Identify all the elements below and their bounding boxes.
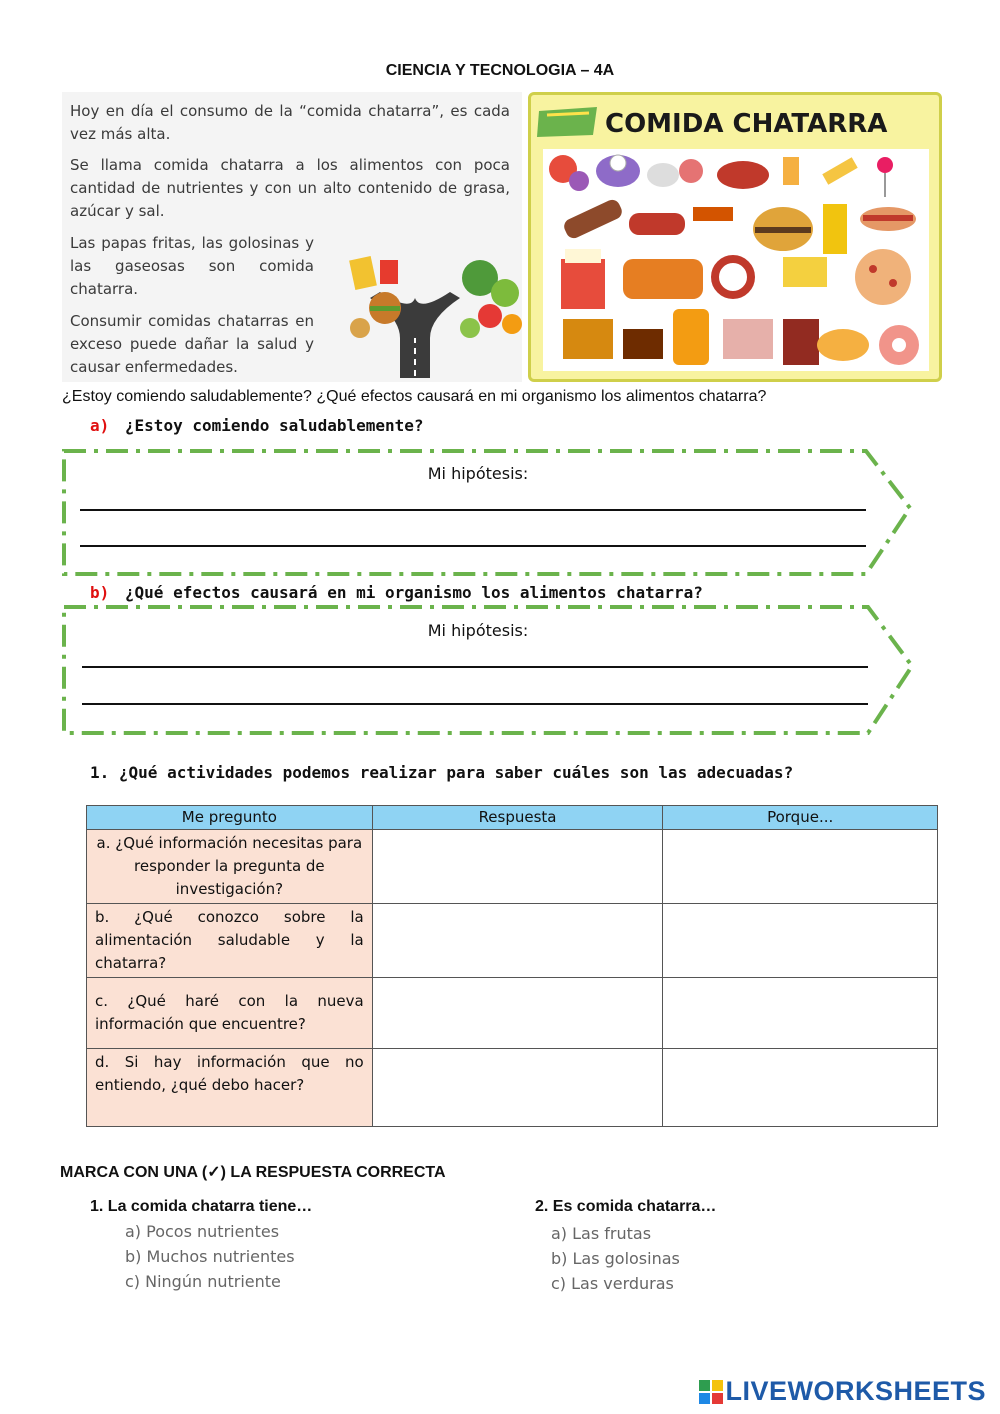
quiz-question-2: 2. Es comida chatarra…: [535, 1198, 717, 1215]
page-title: CIENCIA Y TECNOLOGIA – 4A: [385, 62, 615, 79]
table-row: [87, 978, 938, 1049]
liveworksheets-logo-icon: [699, 1380, 723, 1404]
intro-paragraph-1: Hoy en día el consumo de la “comida chatarra”, es cada vez más alta.: [70, 102, 510, 143]
activities-question: 1. ¿Qué actividades podemos realizar para saber cuáles son las adecuadas?: [90, 763, 794, 782]
q2-option-c[interactable]: c) Las verduras: [551, 1274, 674, 1293]
q1-option-b[interactable]: b) Muchos nutrientes: [125, 1247, 295, 1266]
section-b-marker: b): [90, 583, 110, 602]
intro-paragraph-4: Consumir comidas chatarras en exceso puede dañar la salud y causar enfermedades.: [70, 312, 314, 376]
section-a-marker: a): [90, 416, 110, 435]
answer-cell[interactable]: [372, 830, 663, 904]
quiz-question-1: 1. La comida chatarra tiene…: [90, 1198, 313, 1215]
intro-paragraph-2: Se llama comida chatarra a los alimentos con poca cantidad de nutrientes y con un alto contenido de grasa, azúcar y sal.: [70, 156, 510, 220]
header-porque: Porque...: [663, 806, 938, 830]
question-cell: b. ¿Qué conozco sobre la alimentación saludable y la chatarra?: [87, 904, 373, 978]
header-me-pregunto: Me pregunto: [87, 806, 373, 830]
reason-cell[interactable]: [663, 1049, 938, 1127]
reason-cell[interactable]: [663, 978, 938, 1049]
question-cell: d. Si hay información que no entiendo, ¿qué debo hacer?: [87, 1049, 373, 1127]
answer-cell[interactable]: [372, 904, 663, 978]
crossroads-illustration: [340, 238, 530, 378]
inquiry-table: [86, 805, 938, 1127]
hypothesis-a-line-1[interactable]: [80, 509, 866, 511]
poster-badge-icon: [535, 105, 601, 139]
table-row: [87, 1049, 938, 1127]
q2-option-a[interactable]: a) Las frutas: [551, 1224, 652, 1243]
reason-cell[interactable]: [663, 904, 938, 978]
hypothesis-a-line-2[interactable]: [80, 545, 866, 547]
section-a-heading: [90, 416, 424, 435]
header-respuesta: Respuesta: [372, 806, 663, 830]
answer-cell[interactable]: [372, 978, 663, 1049]
section-b-question: ¿Qué efectos causará en mi organismo los alimentos chatarra?: [124, 583, 703, 602]
quiz-instruction: MARCA CON UNA (✓) LA RESPUESTA CORRECTA: [60, 1164, 446, 1181]
section-a-question: ¿Estoy comiendo saludablemente?: [124, 416, 424, 435]
hypothesis-b-line-1[interactable]: [82, 666, 868, 668]
hypothesis-b-line-2[interactable]: [82, 703, 868, 705]
liveworksheets-logo[interactable]: [699, 1376, 986, 1407]
hypothesis-a-label: Mi hipótesis:: [427, 464, 529, 483]
hypothesis-b-label: Mi hipótesis:: [427, 621, 529, 640]
answer-cell[interactable]: [372, 1049, 663, 1127]
question-cell: c. ¿Qué haré con la nueva información que encuentre?: [87, 978, 373, 1049]
section-b-heading: [90, 583, 703, 602]
reason-cell[interactable]: [663, 830, 938, 904]
poster-food-collage: [543, 149, 929, 371]
q2-option-b[interactable]: b) Las golosinas: [551, 1249, 680, 1268]
question-cell: a. ¿Qué información necesitas para responder la pregunta de investigación?: [87, 830, 373, 904]
liveworksheets-logo-text: LIVEWORKSHEETS: [725, 1376, 986, 1406]
intro-paragraph-3: Las papas fritas, las golosinas y las gaseosas son comida chatarra.: [70, 234, 314, 298]
q1-option-a[interactable]: a) Pocos nutrientes: [125, 1222, 280, 1241]
junk-food-poster: [528, 92, 942, 382]
q1-option-c[interactable]: c) Ningún nutriente: [125, 1272, 281, 1291]
poster-title: COMIDA CHATARRA: [605, 109, 888, 139]
table-row: [87, 904, 938, 978]
problem-statement: ¿Estoy comiendo saludablemente? ¿Qué efectos causará en mi organismo los alimentos chatarra?: [62, 388, 767, 405]
table-row: [87, 830, 938, 904]
